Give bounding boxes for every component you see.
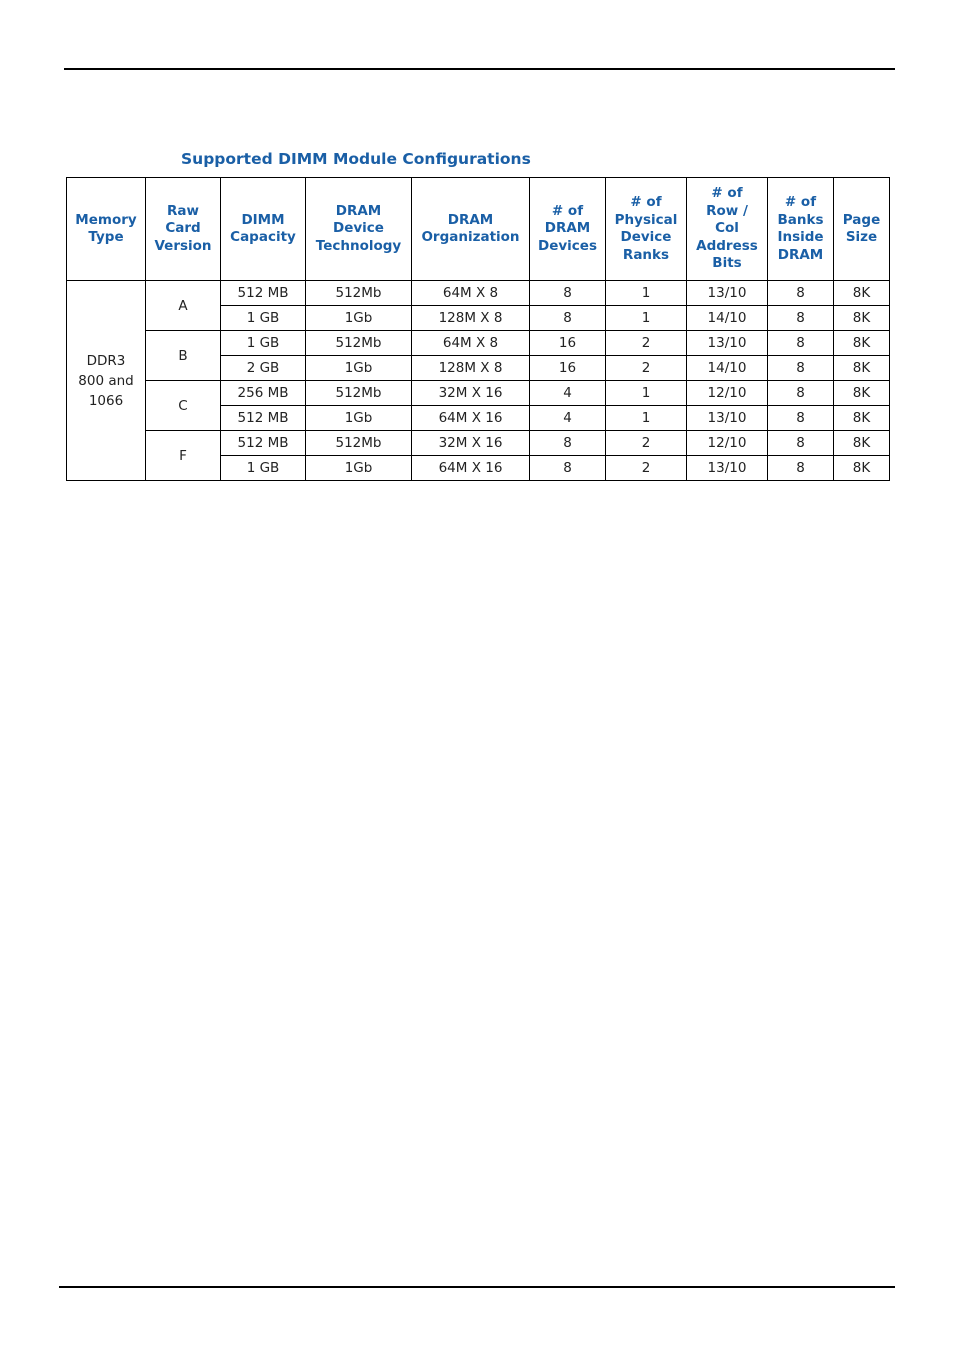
cell-dram-devices: 8	[530, 281, 606, 306]
cell-physical-ranks: 1	[606, 381, 687, 406]
cell-row-col-bits: 13/10	[687, 456, 768, 481]
cell-dram-technology: 512Mb	[306, 281, 412, 306]
cell-page-size: 8K	[834, 431, 890, 456]
cell-dram-devices: 4	[530, 406, 606, 431]
cell-physical-ranks: 2	[606, 456, 687, 481]
cell-dram-devices: 16	[530, 356, 606, 381]
cell-dram-organization: 128M X 8	[412, 356, 530, 381]
header-page-size: Page Size	[834, 178, 890, 281]
table-title: Supported DIMM Module Configurations	[181, 150, 531, 168]
cell-dram-technology: 1Gb	[306, 306, 412, 331]
header-dram-devices: # of DRAM Devices	[530, 178, 606, 281]
table-row	[67, 281, 890, 306]
cell-banks: 8	[768, 456, 834, 481]
cell-raw-card-version: A	[146, 281, 221, 331]
cell-dimm-capacity: 512 MB	[221, 281, 306, 306]
cell-physical-ranks: 1	[606, 281, 687, 306]
cell-dram-technology: 512Mb	[306, 431, 412, 456]
cell-banks: 8	[768, 306, 834, 331]
cell-dram-devices: 8	[530, 456, 606, 481]
cell-row-col-bits: 12/10	[687, 381, 768, 406]
header-raw-card-version: Raw Card Version	[146, 178, 221, 281]
cell-dram-devices: 16	[530, 331, 606, 356]
cell-dram-technology: 512Mb	[306, 381, 412, 406]
cell-dram-organization: 64M X 16	[412, 406, 530, 431]
table-body	[67, 281, 890, 481]
cell-page-size: 8K	[834, 331, 890, 356]
cell-dimm-capacity: 1 GB	[221, 331, 306, 356]
header-memory-type: Memory Type	[67, 178, 146, 281]
cell-page-size: 8K	[834, 306, 890, 331]
cell-dram-technology: 1Gb	[306, 406, 412, 431]
table-row	[67, 381, 890, 406]
cell-row-col-bits: 12/10	[687, 431, 768, 456]
cell-banks: 8	[768, 281, 834, 306]
cell-banks: 8	[768, 381, 834, 406]
cell-row-col-bits: 13/10	[687, 331, 768, 356]
cell-physical-ranks: 2	[606, 331, 687, 356]
footer-rule	[59, 1286, 895, 1288]
cell-dram-organization: 32M X 16	[412, 381, 530, 406]
header-row	[67, 178, 890, 281]
table-row	[67, 331, 890, 356]
cell-dimm-capacity: 512 MB	[221, 431, 306, 456]
header-dram-organization: DRAM Organization	[412, 178, 530, 281]
cell-page-size: 8K	[834, 406, 890, 431]
cell-banks: 8	[768, 331, 834, 356]
cell-raw-card-version: C	[146, 381, 221, 431]
cell-dram-devices: 8	[530, 306, 606, 331]
cell-dimm-capacity: 256 MB	[221, 381, 306, 406]
header-physical-device-ranks: # of Physical Device Ranks	[606, 178, 687, 281]
cell-dram-technology: 512Mb	[306, 331, 412, 356]
cell-dimm-capacity: 1 GB	[221, 456, 306, 481]
cell-page-size: 8K	[834, 381, 890, 406]
cell-row-col-bits: 14/10	[687, 356, 768, 381]
cell-dram-organization: 64M X 8	[412, 331, 530, 356]
cell-row-col-bits: 13/10	[687, 281, 768, 306]
cell-row-col-bits: 13/10	[687, 406, 768, 431]
cell-dram-organization: 64M X 16	[412, 456, 530, 481]
header-dram-device-technology: DRAM Device Technology	[306, 178, 412, 281]
header-rule	[64, 68, 895, 70]
cell-dimm-capacity: 512 MB	[221, 406, 306, 431]
cell-banks: 8	[768, 356, 834, 381]
cell-memory-type: DDR3 800 and 1066	[67, 281, 146, 481]
cell-dram-organization: 64M X 8	[412, 281, 530, 306]
cell-dram-devices: 4	[530, 381, 606, 406]
cell-physical-ranks: 2	[606, 356, 687, 381]
cell-physical-ranks: 1	[606, 406, 687, 431]
cell-dimm-capacity: 2 GB	[221, 356, 306, 381]
cell-banks: 8	[768, 406, 834, 431]
cell-dram-organization: 32M X 16	[412, 431, 530, 456]
cell-dram-technology: 1Gb	[306, 356, 412, 381]
table-row	[67, 431, 890, 456]
cell-page-size: 8K	[834, 281, 890, 306]
cell-row-col-bits: 14/10	[687, 306, 768, 331]
cell-dram-technology: 1Gb	[306, 456, 412, 481]
cell-dram-organization: 128M X 8	[412, 306, 530, 331]
header-row-col-address-bits: # of Row / Col Address Bits	[687, 178, 768, 281]
cell-page-size: 8K	[834, 456, 890, 481]
header-banks-inside-dram: # of Banks Inside DRAM	[768, 178, 834, 281]
header-dimm-capacity: DIMM Capacity	[221, 178, 306, 281]
cell-dram-devices: 8	[530, 431, 606, 456]
cell-raw-card-version: F	[146, 431, 221, 481]
cell-physical-ranks: 1	[606, 306, 687, 331]
cell-raw-card-version: B	[146, 331, 221, 381]
cell-banks: 8	[768, 431, 834, 456]
cell-physical-ranks: 2	[606, 431, 687, 456]
cell-page-size: 8K	[834, 356, 890, 381]
dimm-config-table	[66, 177, 890, 481]
cell-dimm-capacity: 1 GB	[221, 306, 306, 331]
